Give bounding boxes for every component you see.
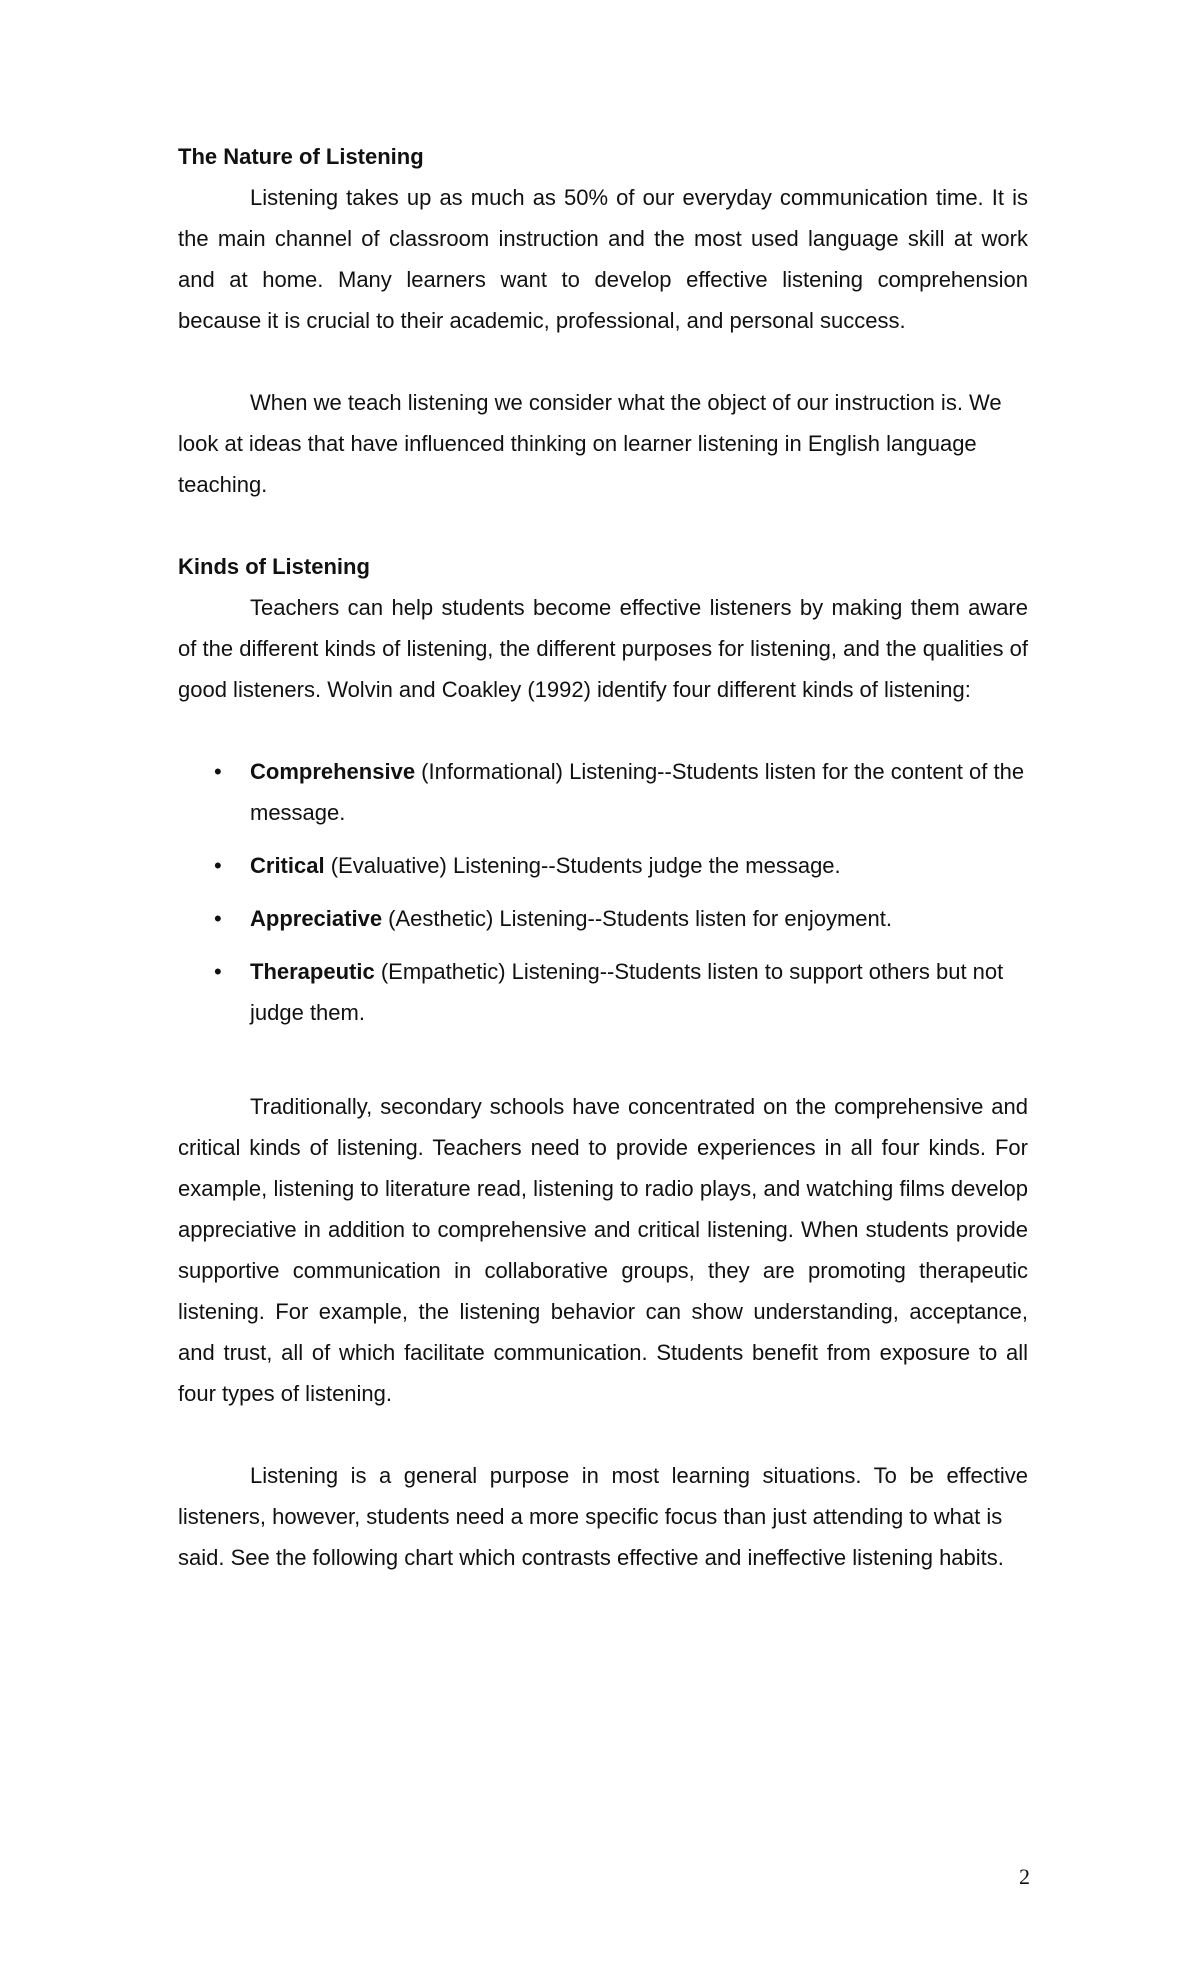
paragraph-gap [178, 1414, 1028, 1455]
paragraph-traditionally: Traditionally, secondary schools have concentrated on the comprehensive and critical kinds of listening. Teachers need to provide experiences in all four kinds. For example, listening to literature read, listening to radio plays, and watching films develop appreciative in addition to comprehensive and critical listening. When students provide supportive communication in collaborative groups, they are promoting therapeutic listening. For example, the listening behavior can show understanding, acceptance, and trust, all of which facilitate communication. Students benefit from exposure to all four types of listening. [178, 1094, 1028, 1406]
paragraph-gap [178, 505, 1028, 546]
list-item-text: (Empathetic) Listening--Students listen to support others but not judge them. [250, 959, 1004, 1025]
list-item-term: Appreciative [250, 906, 383, 931]
page-content [178, 136, 1028, 1578]
page-number: 2 [1019, 1864, 1030, 1889]
paragraph-teach-listening: When we teach listening we consider what the object of our instruction is. We look at ideas that have influenced thinking on learner listening in English language teaching. [178, 390, 1002, 497]
list-item [178, 751, 1028, 833]
paragraph-gap [178, 341, 1028, 382]
bullet-icon: • [214, 853, 222, 878]
paragraph-gap [178, 1045, 1028, 1086]
list-item-term: Therapeutic [250, 959, 375, 984]
heading-kinds-of-listening: Kinds of Listening [178, 554, 370, 579]
list-item [178, 951, 1028, 1033]
kinds-of-listening-list [178, 751, 1028, 1033]
bullet-icon: • [214, 906, 222, 931]
paragraph-listening-time: Listening takes up as much as 50% of our everyday communication time. It is the main channel of classroom instruction and the most used language skill at work and at home. Many learners want to develop effective listening comprehension because it is crucial to their academic, professional, and personal success. [178, 185, 1028, 333]
list-item [178, 898, 1028, 939]
list-item-text: (Evaluative) Listening--Students judge the message. [324, 853, 841, 878]
paragraph-general-purpose: Listening is a general purpose in most learning situations. To be effective listeners, however, students need a more specific focus than just attending to what is [178, 1463, 1028, 1529]
list-item-term: Critical [250, 853, 325, 878]
list-item-text: (Informational) Listening--Students listen for the content of the message. [250, 759, 1025, 825]
bullet-icon: • [214, 959, 222, 984]
heading-nature-of-listening: The Nature of Listening [178, 144, 424, 169]
list-item-text: (Aesthetic) Listening--Students listen for enjoyment. [382, 906, 892, 931]
list-item-term: Comprehensive [250, 759, 416, 784]
list-item [178, 845, 1028, 886]
bullet-icon: • [214, 759, 222, 784]
paragraph-kinds-intro: Teachers can help students become effective listeners by making them aware of the different kinds of listening, the different purposes for listening, and the qualities of good listeners. Wolvin and Coakley (1992) identify four different kinds of listening: [178, 595, 1028, 702]
paragraph-gap [178, 710, 1028, 751]
paragraph-chart-reference: said. See the following chart which contrasts effective and ineffective listening habits. [178, 1545, 1004, 1570]
